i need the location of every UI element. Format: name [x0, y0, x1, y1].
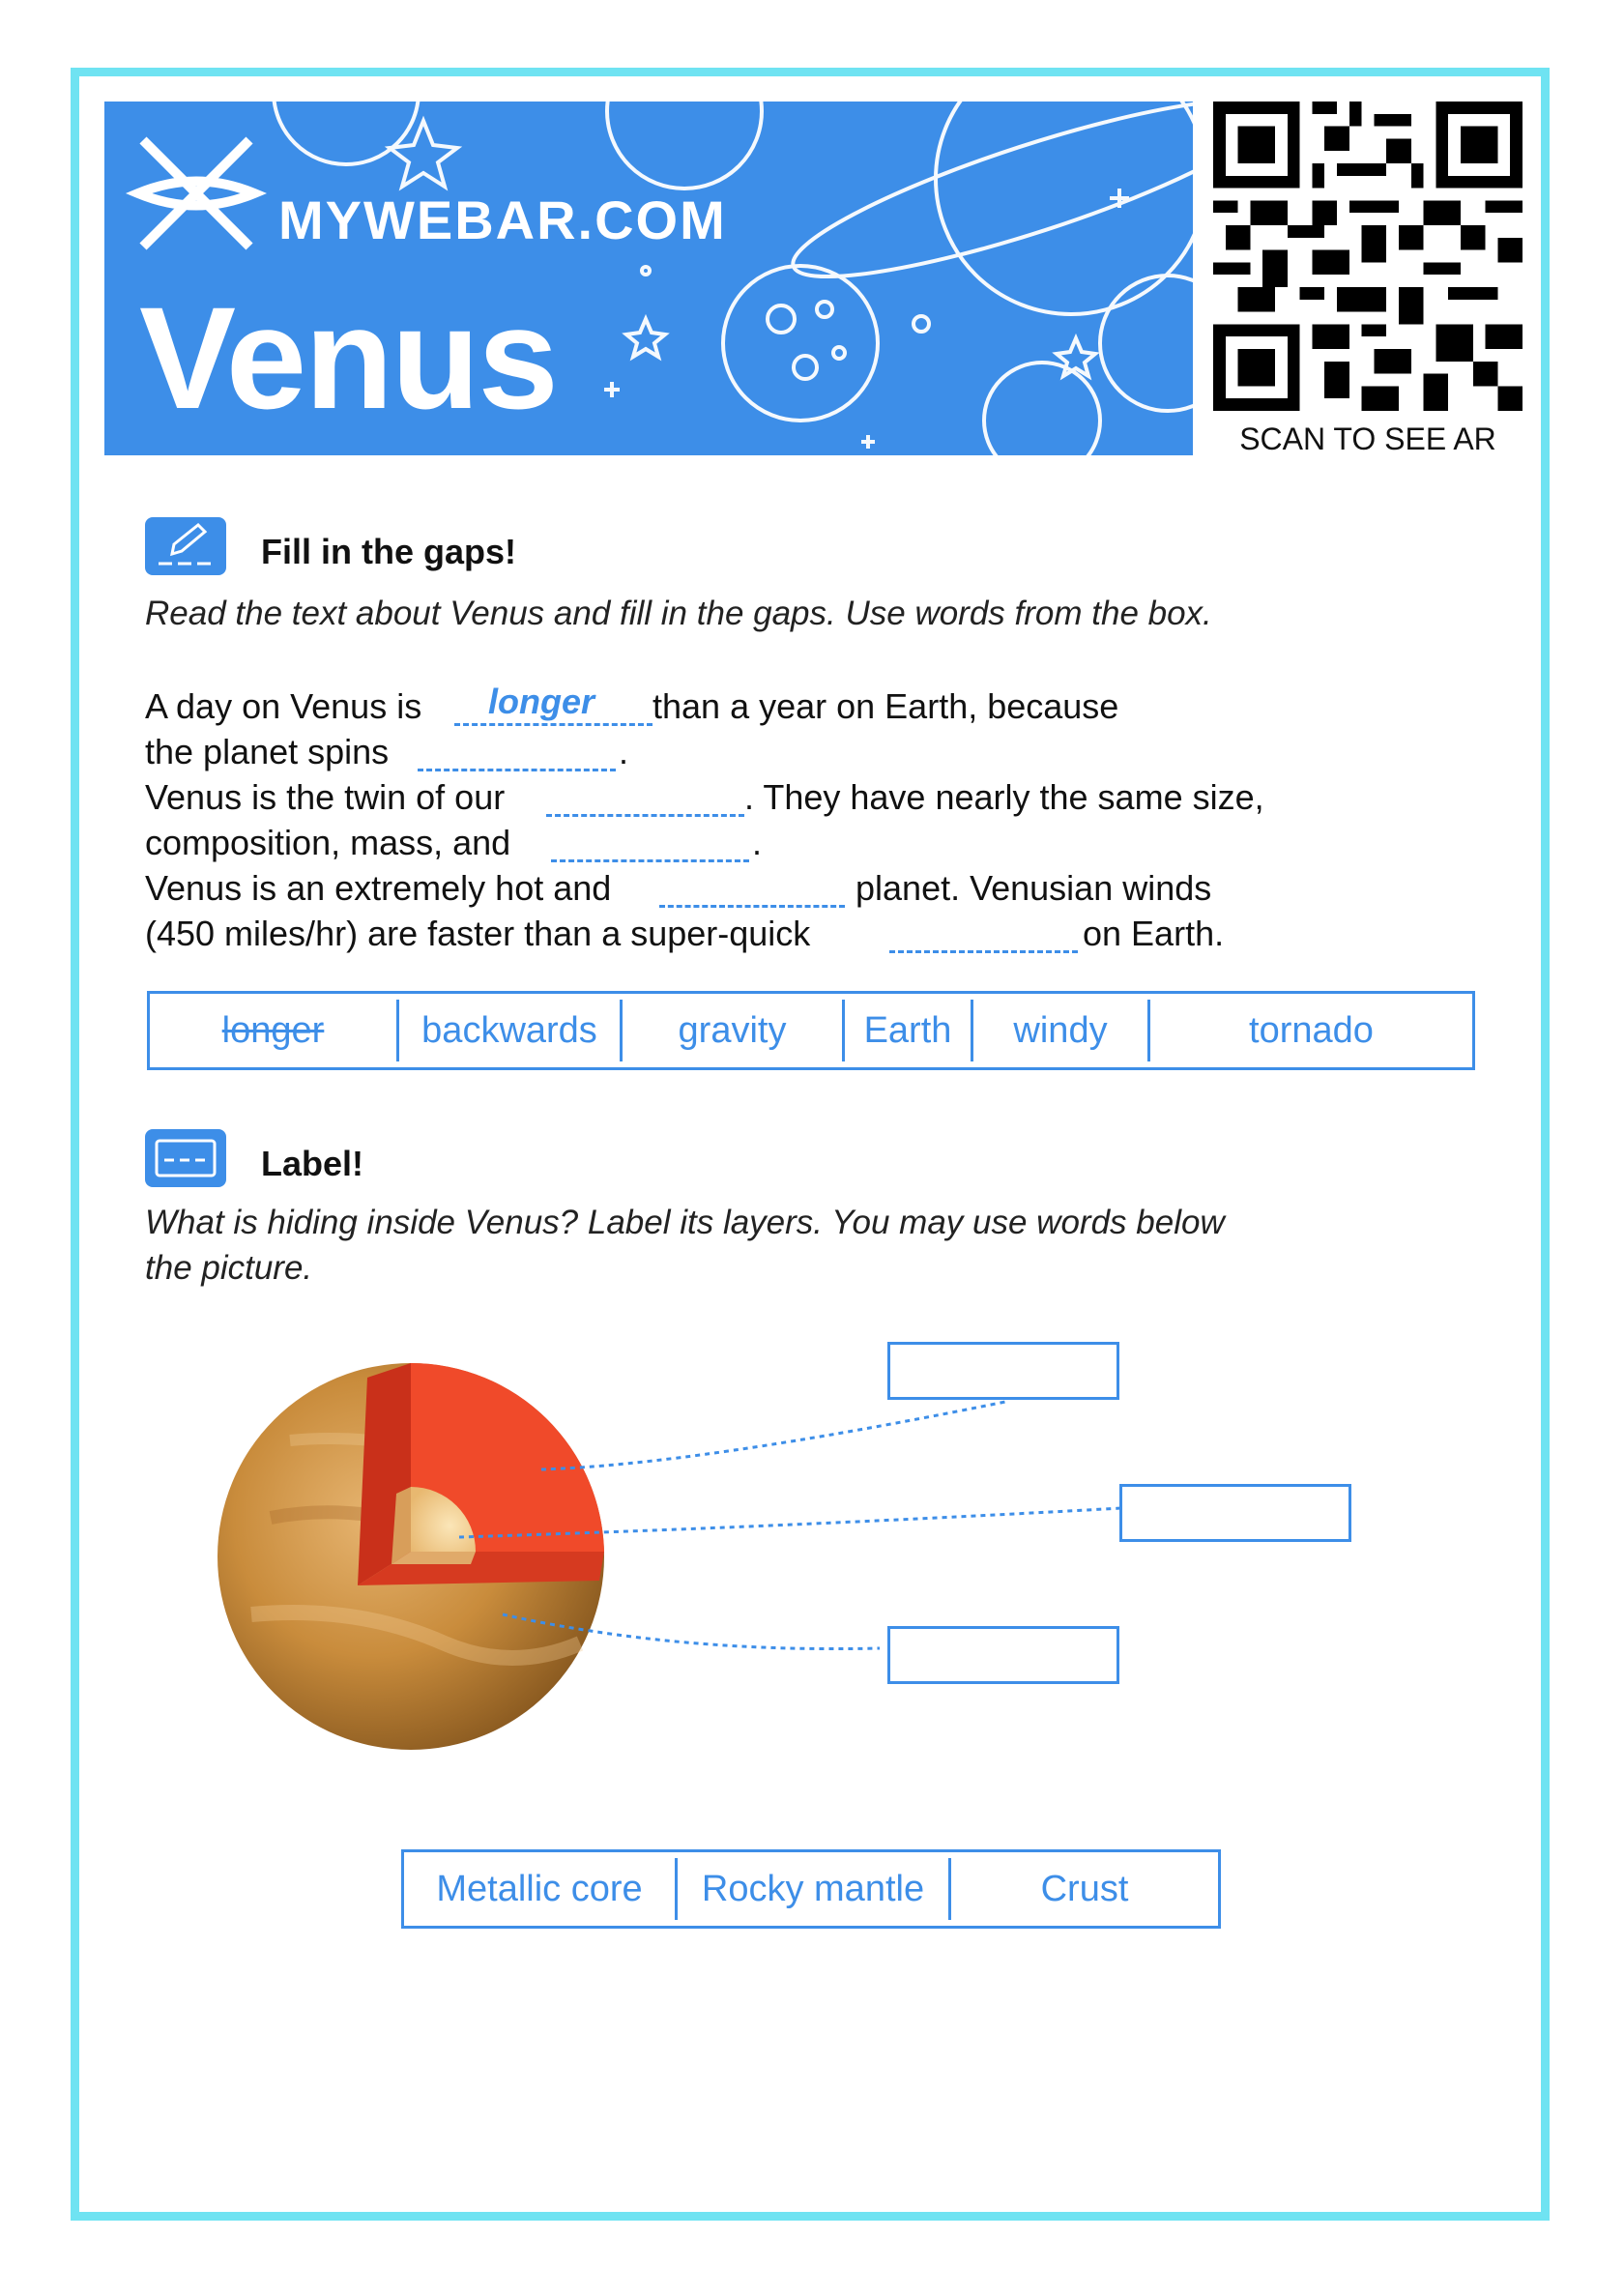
word-bank-label — [401, 1849, 1221, 1929]
gap-blank-5[interactable] — [659, 905, 845, 908]
sentence-text: . — [752, 823, 763, 862]
word-bank-item[interactable]: longer — [221, 1009, 325, 1051]
sentence-text: (450 miles/hr) are faster than a super-quick — [145, 914, 811, 953]
word-bank-item[interactable]: Metallic core — [436, 1868, 643, 1909]
word-bank-item[interactable]: backwards — [421, 1009, 597, 1051]
label-answer-box-2[interactable] — [1119, 1484, 1351, 1542]
page-title: Venus — [139, 276, 557, 439]
gap-blank-1[interactable] — [454, 723, 652, 726]
sentence-text: . They have nearly the same size, — [744, 777, 1264, 817]
label-answer-box-3[interactable] — [887, 1626, 1119, 1684]
label-box-icon — [145, 1129, 226, 1187]
instruction-label-line1: What is hiding inside Venus? Label its layers. You may use words below — [145, 1204, 1225, 1241]
sentence-text: Venus is an extremely hot and — [145, 868, 612, 908]
word-bank-item[interactable]: tornado — [1249, 1009, 1374, 1051]
qr-caption: SCAN TO SEE AR — [1239, 421, 1496, 456]
word-bank-item[interactable]: Crust — [1040, 1868, 1129, 1909]
sentence-text: Venus is the twin of our — [145, 777, 506, 817]
sentence-text: composition, mass, and — [145, 823, 511, 862]
section-title-label: Label! — [261, 1144, 364, 1183]
sentence-text: the planet spins — [145, 732, 390, 771]
logo-x-icon — [138, 140, 254, 247]
brand-name: MYWEBAR.COM — [278, 189, 727, 250]
sentence-text: planet. Venusian winds — [856, 868, 1212, 908]
gap-blank-2[interactable] — [418, 769, 616, 771]
gap-blank-6[interactable] — [889, 950, 1078, 953]
qr-code[interactable] — [1213, 102, 1522, 411]
sentence-text: A day on Venus is — [145, 686, 422, 726]
header-banner — [104, 102, 1193, 455]
pencil-gap-icon — [145, 517, 226, 575]
sentence-text: than a year on Earth, because — [652, 686, 1119, 726]
gap-answer-1: longer — [488, 682, 595, 721]
leader-line-crust — [541, 1402, 1005, 1469]
venus-layers-diagram — [193, 1324, 1373, 1779]
gap-blank-4[interactable] — [551, 859, 749, 862]
sentence-text: . — [619, 732, 629, 771]
gap-blank-3[interactable] — [546, 814, 744, 817]
word-bank-item[interactable]: Rocky mantle — [701, 1868, 925, 1909]
word-bank-fill-gaps — [147, 991, 1475, 1070]
sentence-text: on Earth. — [1083, 914, 1225, 953]
instruction-label-line2: the picture. — [145, 1249, 313, 1287]
word-bank-item[interactable]: windy — [1013, 1009, 1108, 1051]
venus-planet — [218, 1363, 604, 1750]
section-title-fill-gaps: Fill in the gaps! — [261, 532, 517, 571]
word-bank-item[interactable]: gravity — [678, 1009, 787, 1051]
word-bank-item[interactable]: Earth — [863, 1009, 952, 1051]
instruction-fill-gaps: Read the text about Venus and fill in the gaps. Use words from the box. — [145, 595, 1212, 632]
label-answer-box-1[interactable] — [887, 1342, 1119, 1400]
